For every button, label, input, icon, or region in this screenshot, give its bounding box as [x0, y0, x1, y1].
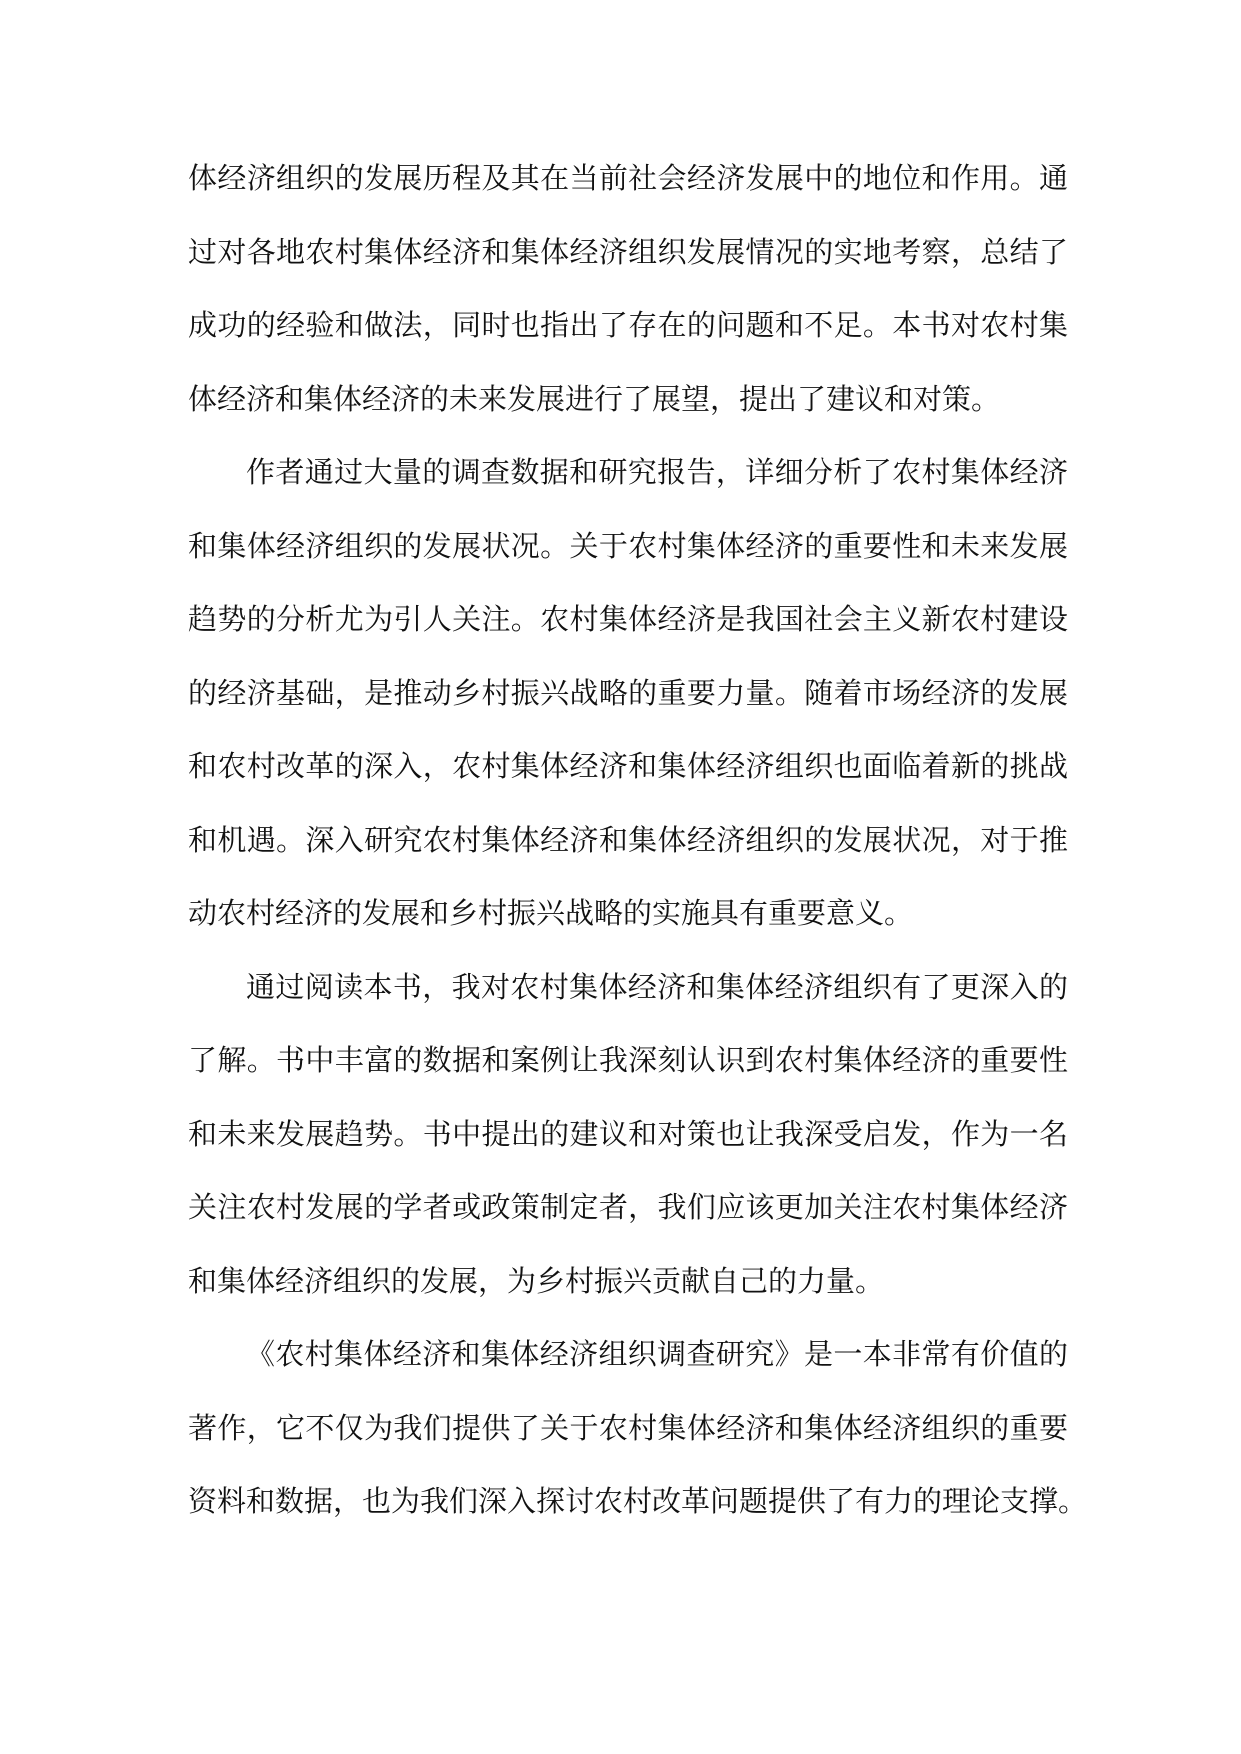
paragraph-2-line-3: 趋势的分析尤为引人关注。农村集体经济是我国社会主义新农村建设: [188, 602, 1068, 636]
paragraph-3-line-4: 关注农村发展的学者或政策制定者，我们应该更加关注农村集体经济: [188, 1190, 1068, 1224]
paragraph-2-line-5: 和农村改革的深入，农村集体经济和集体经济组织也面临着新的挑战: [188, 749, 1068, 783]
paragraph-1-line-3: 成功的经验和做法，同时也指出了存在的问题和不足。本书对农村集: [188, 308, 1068, 342]
paragraph-2-line-7: 动农村经济的发展和乡村振兴战略的实施具有重要意义。: [188, 896, 914, 930]
document-body: [188, 142, 1088, 1539]
paragraph-4-line-3: 资料和数据，也为我们深入探讨农村改革问题提供了有力的理论支撑。: [188, 1484, 1088, 1518]
paragraph-1-line-2: 过对各地农村集体经济和集体经济组织发展情况的实地考察，总结了: [188, 234, 1068, 269]
paragraph-4-line-2: 著作，它不仅为我们提供了关于农村集体经济和集体经济组织的重要: [188, 1410, 1068, 1445]
paragraph-2-line-2: 和集体经济组织的发展状况。关于农村集体经济的重要性和未来发展: [188, 528, 1068, 563]
paragraph-2-line-6: 和机遇。深入研究农村集体经济和集体经济组织的发展状况，对于推: [188, 822, 1068, 857]
paragraph-3-line-1: 通过阅读本书，我对农村集体经济和集体经济组织有了更深入的: [246, 969, 1068, 1004]
paragraph-1-line-4: 体经济和集体经济的未来发展进行了展望，提出了建议和对策。: [188, 381, 1001, 416]
paragraph-3-line-3: 和未来发展趋势。书中提出的建议和对策也让我深受启发，作为一名: [188, 1116, 1068, 1151]
paragraph-1-line-1: 体经济组织的发展历程及其在当前社会经济发展中的地位和作用。通: [188, 161, 1068, 195]
paragraph-2-line-4: 的经济基础，是推动乡村振兴战略的重要力量。随着市场经济的发展: [188, 675, 1068, 710]
paragraph-3-line-2: 了解。书中丰富的数据和案例让我深刻认识到农村集体经济的重要性: [188, 1043, 1068, 1077]
paragraph-4-line-1: 《农村集体经济和集体经济组织调查研究》是一本非常有价值的: [246, 1337, 1068, 1371]
paragraph-3-line-5: 和集体经济组织的发展，为乡村振兴贡献自己的力量。: [188, 1263, 885, 1298]
paragraph-2-line-1: 作者通过大量的调查数据和研究报告，详细分析了农村集体经济: [246, 455, 1068, 489]
